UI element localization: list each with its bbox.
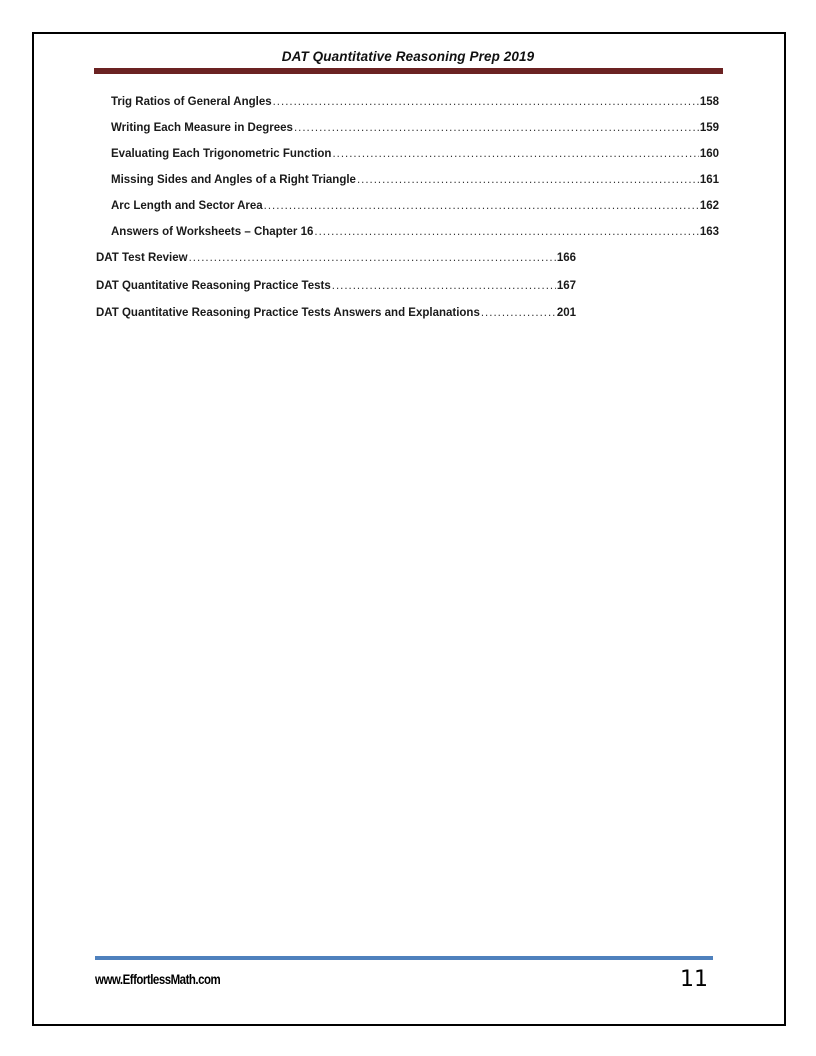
toc-entry-page: 160	[699, 148, 719, 160]
toc-entry[interactable]	[111, 148, 719, 160]
toc-entry-label: DAT Quantitative Reasoning Practice Tests Answers and Explanations	[96, 307, 480, 319]
toc-entry[interactable]	[111, 96, 719, 108]
footer-page-number: 11	[680, 967, 708, 992]
toc-dot-leader	[332, 280, 556, 292]
toc-entry[interactable]	[111, 122, 719, 134]
toc-dot-leader	[332, 148, 698, 160]
toc-dot-leader	[189, 252, 556, 264]
header-divider-bar	[94, 68, 723, 74]
toc-dot-leader	[294, 122, 699, 134]
toc-entry-label: Answers of Worksheets – Chapter 16	[111, 226, 314, 238]
toc-entry-page: 201	[556, 307, 576, 319]
toc-entry-page: 159	[699, 122, 719, 134]
toc-entry-page: 162	[699, 200, 719, 212]
toc-dot-leader	[314, 226, 698, 238]
toc-dot-leader	[481, 307, 556, 319]
toc-entry[interactable]	[96, 307, 576, 319]
toc-entry-page: 163	[699, 226, 719, 238]
toc-entry-label: DAT Quantitative Reasoning Practice Tests	[96, 280, 331, 292]
toc-entry-label: Missing Sides and Angles of a Right Triangle	[111, 174, 356, 186]
running-header-title: DAT Quantitative Reasoning Prep 2019	[281, 49, 535, 64]
toc-entry-page: 166	[556, 252, 576, 264]
toc-entry[interactable]	[96, 280, 576, 292]
toc-entry-page: 158	[699, 96, 719, 108]
toc-entry-page: 167	[556, 280, 576, 292]
toc-entry-label: Evaluating Each Trigonometric Function	[111, 148, 332, 160]
toc-entry-page: 161	[699, 174, 719, 186]
toc-dot-leader	[357, 174, 699, 186]
toc-entry[interactable]	[111, 200, 719, 212]
toc-entry[interactable]	[111, 226, 719, 238]
toc-entry-label: Arc Length and Sector Area	[111, 200, 263, 212]
toc-entry[interactable]	[96, 252, 576, 264]
footer-divider-bar	[95, 956, 713, 960]
toc-dot-leader	[264, 200, 699, 212]
toc-dot-leader	[273, 96, 699, 108]
toc-entry-label: Trig Ratios of General Angles	[111, 96, 272, 108]
toc-entry[interactable]	[111, 174, 719, 186]
toc-entry-label: Writing Each Measure in Degrees	[111, 122, 293, 134]
toc-entry-label: DAT Test Review	[96, 252, 188, 264]
footer-website-url: www.EffortlessMath.com	[95, 971, 221, 987]
